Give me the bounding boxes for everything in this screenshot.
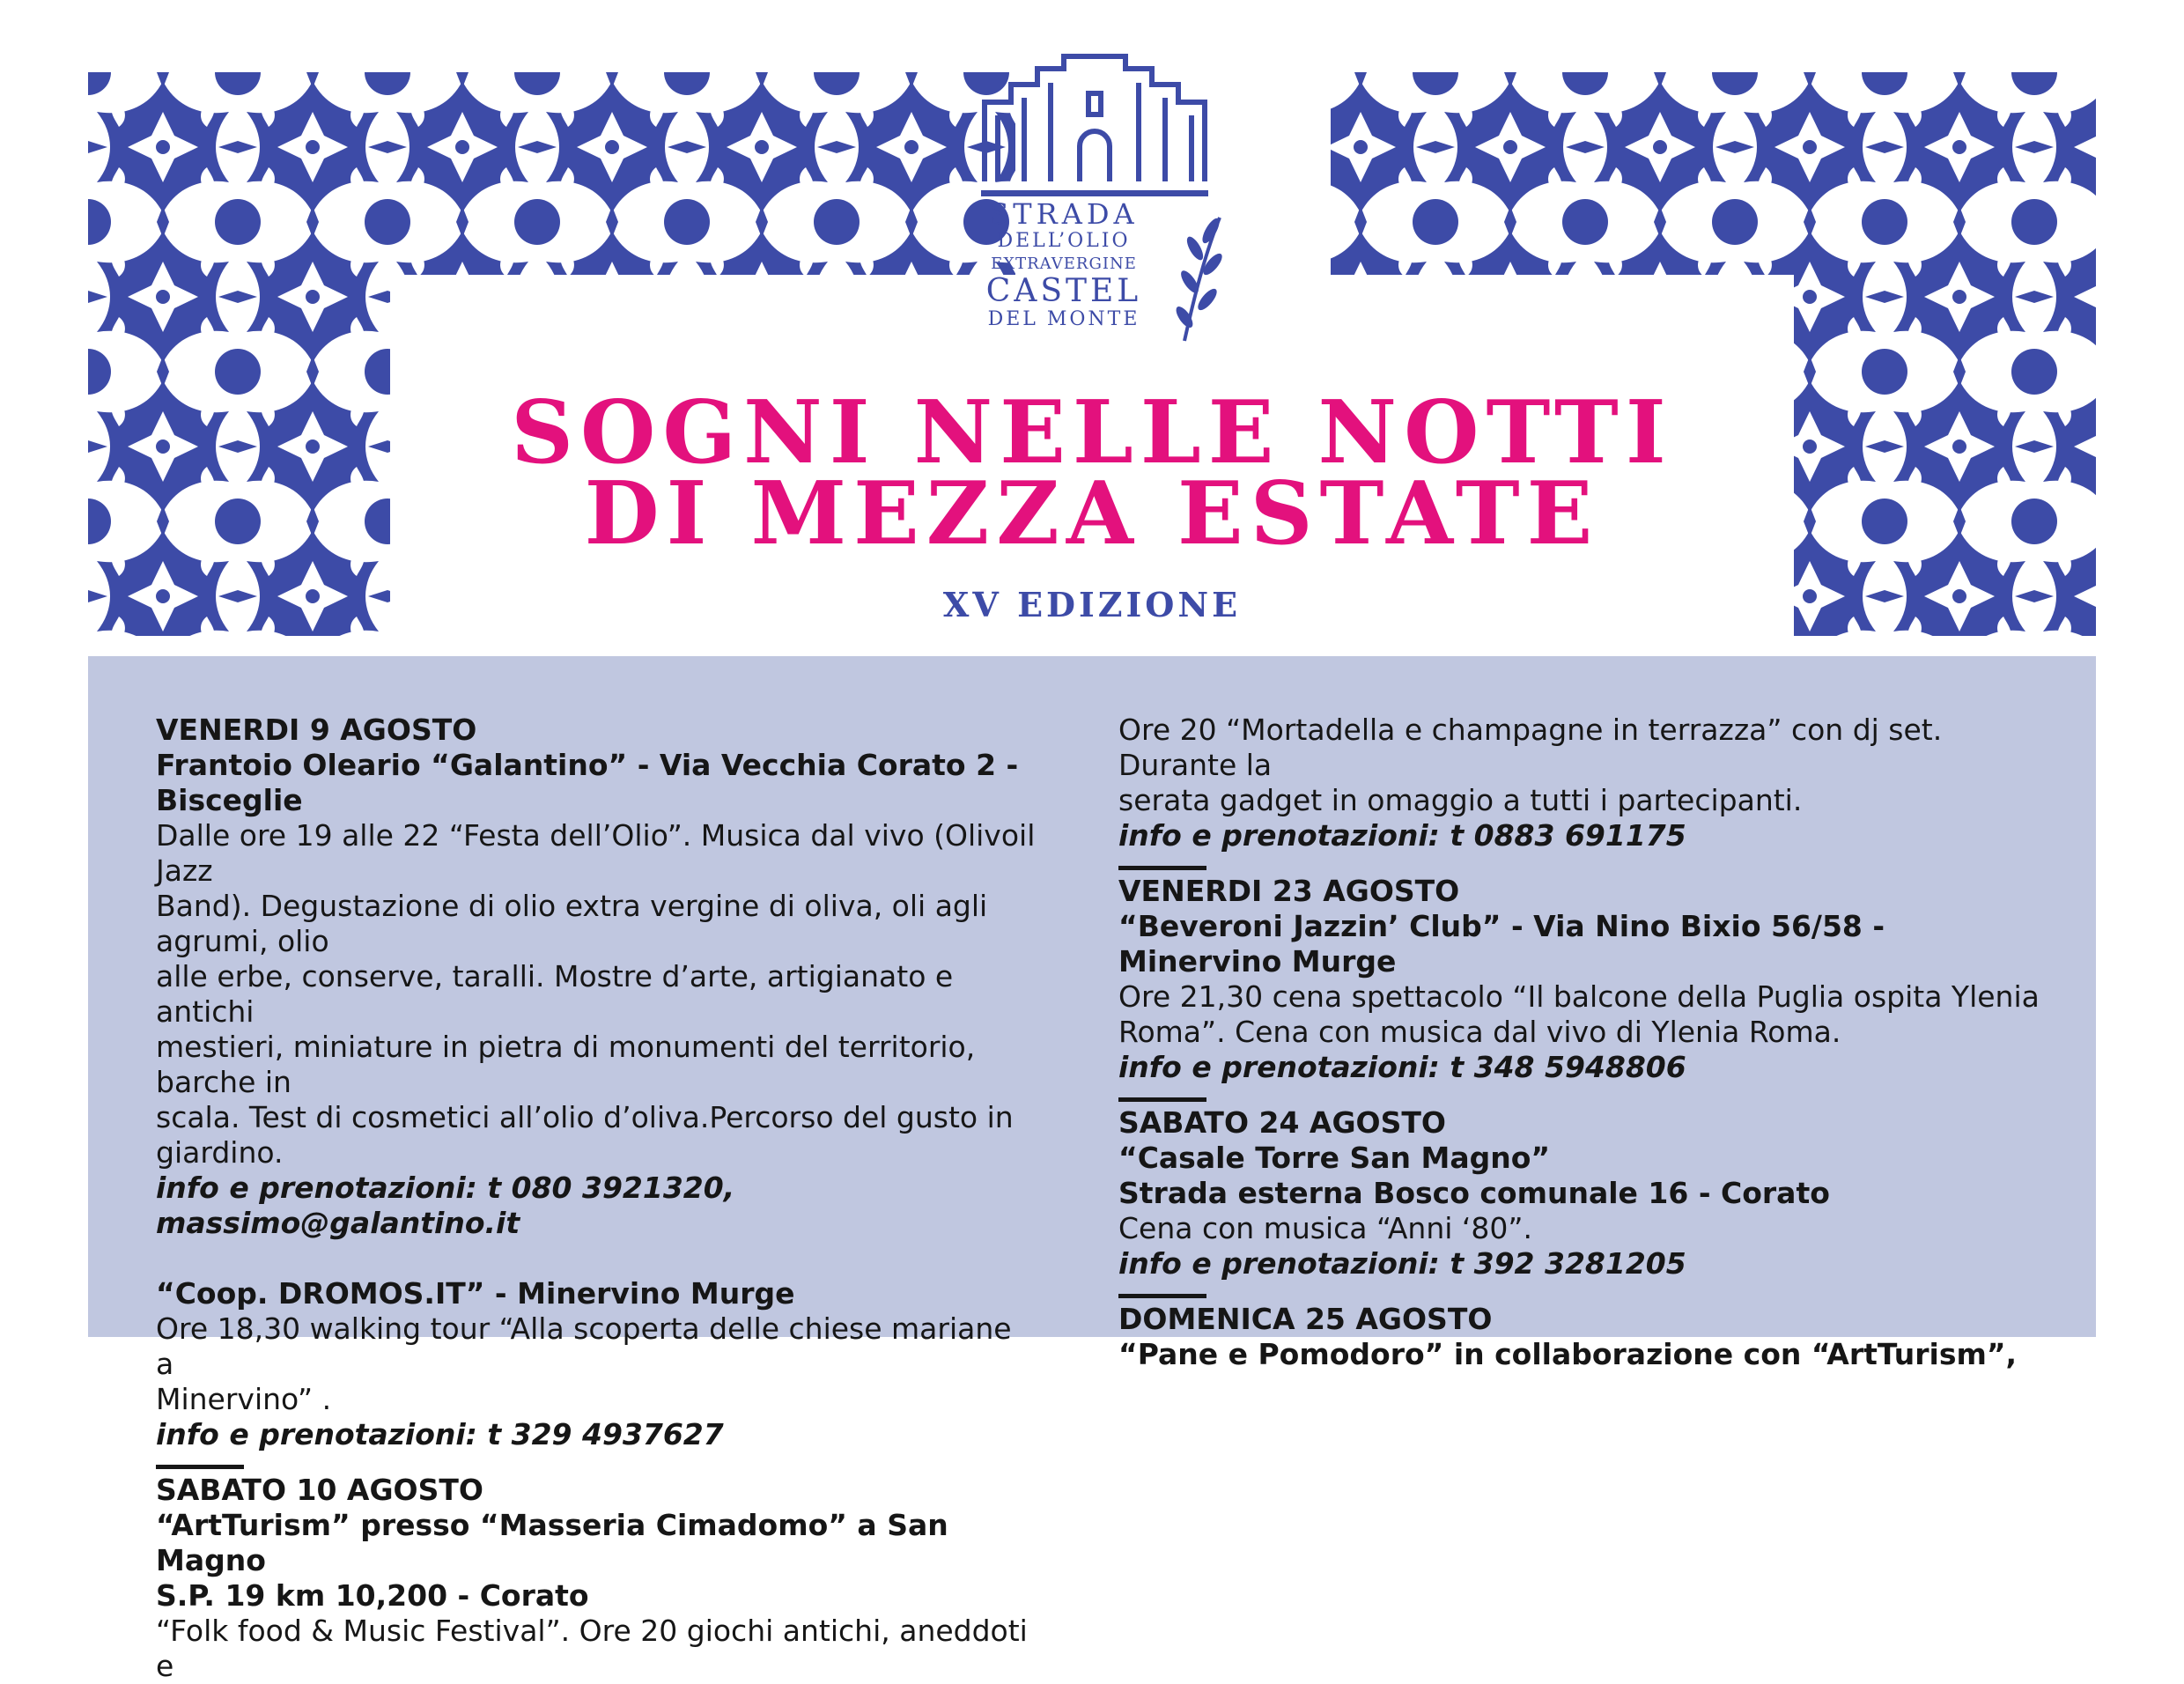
event-venue: “ArtTurism” presso “Masseria Cimadomo” a San Magno: [156, 1508, 948, 1577]
event-description: alle erbe, conserve, taralli. Mostre d’arte, artigianato e antichi: [156, 959, 954, 1029]
event-venue: “Casale Torre San Magno”: [1118, 1141, 1551, 1175]
event-info: info e prenotazioni: t 080 3921320, massimo@galantino.it: [156, 1171, 735, 1240]
event-venue: Frantoio Oleario “Galantino” - Via Vecchia Corato 2 - Bisceglie: [156, 748, 1019, 817]
event-date: VENERDI 23 AGOSTO: [1118, 874, 1460, 908]
event-info: info e prenotazioni: t 348 5948806: [1118, 1050, 1686, 1084]
event-description: Ore 21,30 cena spettacolo “Il balcone della Puglia ospita Ylenia: [1118, 979, 2040, 1014]
event-info: info e prenotazioni: t 0883 691175: [1118, 818, 1686, 853]
event-venue: S.P. 19 km 10,200 - Corato: [156, 1578, 589, 1613]
program-column-left: [156, 713, 1037, 1684]
event-date: VENERDI 9 AGOSTO: [156, 713, 477, 747]
event-description: Ore 18,30 walking tour “Alla scoperta delle chiese mariane a: [156, 1311, 1012, 1381]
event-description: serata gadget in omaggio a tutti i partecipanti.: [1118, 783, 1803, 817]
event-venue: “Coop. DROMOS.IT” - Minervino Murge: [156, 1276, 795, 1311]
event-description: “Folk food & Music Festival”. Ore 20 giochi antichi, aneddoti e: [156, 1614, 1028, 1683]
event-info: info e prenotazioni: t 392 3281205: [1118, 1246, 1686, 1281]
event-description: Minervino” .: [156, 1382, 332, 1416]
event-date: SABATO 10 AGOSTO: [156, 1473, 483, 1507]
event-description: Ore 20 “Mortadella e champagne in terrazza” con dj set. Durante la: [1118, 713, 1943, 782]
section-divider: [1118, 1294, 1206, 1298]
castle-logo-icon: [976, 49, 1214, 217]
event-description: Cena con musica “Anni ‘80”.: [1118, 1211, 1532, 1245]
event-venue: “Pane e Pomodoro” in collaborazione con “ArtTurism”,: [1118, 1337, 2018, 1371]
edition-label: XV EDIZIONE: [942, 585, 1242, 624]
main-title-line1: SOGNI NELLE NOTTI: [511, 382, 1673, 484]
section-divider: [156, 1465, 244, 1469]
program-panel: [88, 656, 2096, 1683]
logo-line-strada: STRADA: [989, 197, 1139, 231]
logo-line-del-monte: DEL MONTE: [987, 308, 1140, 330]
event-date: DOMENICA 25 AGOSTO: [1118, 1302, 1493, 1336]
logo-wordmark: [976, 199, 1152, 331]
event-info: info e prenotazioni: t 329 4937627: [156, 1417, 724, 1451]
event-description: Roma”. Cena con musica dal vivo di Ylenia Roma.: [1118, 1015, 1841, 1049]
section-divider: [1118, 866, 1206, 870]
event-date: SABATO 24 AGOSTO: [1118, 1105, 1446, 1140]
olive-branch-icon: [1176, 213, 1228, 345]
event-description: Dalle ore 19 alle 22 “Festa dell’Olio”. Musica dal vivo (Olivoil Jazz: [156, 818, 1036, 888]
logo-line-castel: CASTEL: [985, 273, 1142, 309]
main-title-line2: DI MEZZA ESTATE: [584, 463, 1600, 565]
event-description: scala. Test di cosmetici all’olio d’oliva.Percorso del gusto in giardino.: [156, 1100, 1014, 1170]
event-venue: Strada esterna Bosco comunale 16 - Corato: [1118, 1176, 1830, 1210]
section-divider: [1118, 1097, 1206, 1102]
logo-line-dellolio: DELL’OLIO: [997, 230, 1131, 252]
logo-line-extravergine: EXTRAVERGINE: [991, 255, 1137, 273]
event-venue: “Beveroni Jazzin’ Club” - Via Nino Bixio 56/58 - Minervino Murge: [1118, 909, 1885, 979]
event-description: mestieri, miniature in pietra di monumenti del territorio, barche in: [156, 1030, 976, 1099]
event-description: Band). Degustazione di olio extra vergine di oliva, oli agli agrumi, olio: [156, 889, 988, 958]
program-column-right: [1118, 713, 2052, 1372]
